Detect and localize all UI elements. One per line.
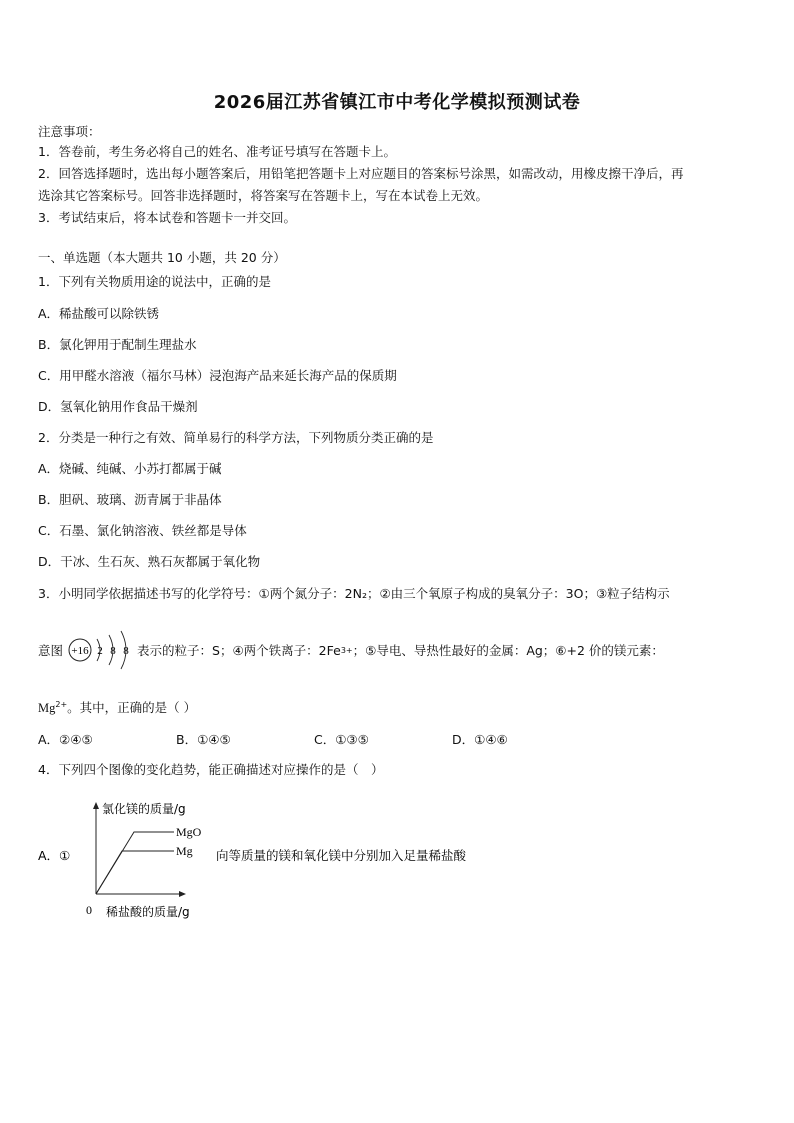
x-axis-arrow-icon [179,891,186,897]
q1-stem: 1．下列有关物质用途的说法中，正确的是 [38,274,271,289]
q4-option-a-graph [38,796,558,926]
q1-option-a: A．稀盐酸可以除铁锈 [38,306,160,321]
mg-charge: 2+ [55,699,68,709]
q3-suffix: ；⑤导电、导热性最好的金属：Ag；⑥+2 价的镁元素： [352,643,664,658]
notice-item-2: 2．回答选择题时，选出每小题答案后，用铅笔把答题卡上对应题目的答案标号涂黑，如需改动，用橡皮擦干净后，再 [38,166,684,181]
shell-count-1: 2 [97,645,103,657]
mg-symbol: Mg [38,701,56,715]
q1-option-b: B．氯化钾用于配制生理盐水 [38,337,197,352]
q3-prefix: 意图 [38,643,64,658]
q3-option-b: B．①④⑤ [176,732,231,747]
notice-heading: 注意事项： [38,124,101,139]
q1-option-d: D．氢氧化钠用作食品干燥剂 [38,399,198,414]
fe-ion-charge: 3+ [340,645,353,655]
q4-option-a-description: 向等质量的镁和氧化镁中分别加入足量稀盐酸 [216,848,467,863]
series-line-mg [96,851,174,894]
q3-mid-text: 表示的粒子：S；④两个铁离子：2Fe [137,643,341,658]
q3-option-c: C．①③⑤ [314,732,369,747]
q3-option-a: A．②④⑤ [38,732,93,747]
q3-option-d: D．①④⑥ [452,732,508,747]
q2-option-c: C．石墨、氯化钠溶液、铁丝都是导体 [38,523,247,538]
q1-option-c: C．用甲醛水溶液（福尔马林）浸泡海产品来延长海产品的保质期 [38,368,397,383]
nucleus-charge: +16 [71,645,89,657]
q2-option-a: A．烧碱、纯碱、小苏打都属于碱 [38,461,222,476]
series-label-mgo: MgO [176,825,202,839]
notice-item-3: 3．考试结束后，将本试卷和答题卡一并交回。 [38,210,296,225]
q4-option-a-label: A．① [38,848,71,863]
notice-item-2-cont: 选涂其它答案标号。回答非选择题时，将答案写在答题卡上，写在本试卷上无效。 [38,188,489,203]
shell-count-3: 8 [123,645,129,657]
atom-structure-diagram [67,630,137,670]
q3-stem-line2 [38,640,664,660]
page-title: 2026届江苏省镇江市中考化学模拟预测试卷 [213,92,581,113]
q4-stem: 4．下列四个图像的变化趋势，能正确描述对应操作的是（ ） [38,762,384,777]
y-axis-arrow-icon [93,802,99,809]
q2-option-d: D．干冰、生石灰、熟石灰都属于氧化物 [38,554,261,569]
q3-stem-line3 [38,698,196,716]
q3-ask: 。其中，正确的是（ ） [67,700,197,715]
shell-count-2: 8 [110,645,116,657]
graph-y-label: 氯化镁的质量/g [102,802,186,816]
q2-stem: 2．分类是一种行之有效、简单易行的科学方法，下列物质分类正确的是 [38,430,434,445]
series-line-mgo [96,832,174,894]
q3-stem-line1: 3．小明同学依据描述书写的化学符号：①两个氮分子：2N₂；②由三个氧原子构成的臭氧分子：3O；③粒子结构示 [38,586,670,601]
graph-origin: 0 [86,903,92,917]
notice-item-1: 1．答卷前，考生务必将自己的姓名、准考证号填写在答题卡上。 [38,144,396,159]
series-label-mg: Mg [176,844,193,858]
graph-x-label: 稀盐酸的质量/g [106,905,190,919]
q2-option-b: B．胆矾、玻璃、沥青属于非晶体 [38,492,222,507]
section-heading: 一、单选题（本大题共 10 小题，共 20 分） [38,250,286,265]
